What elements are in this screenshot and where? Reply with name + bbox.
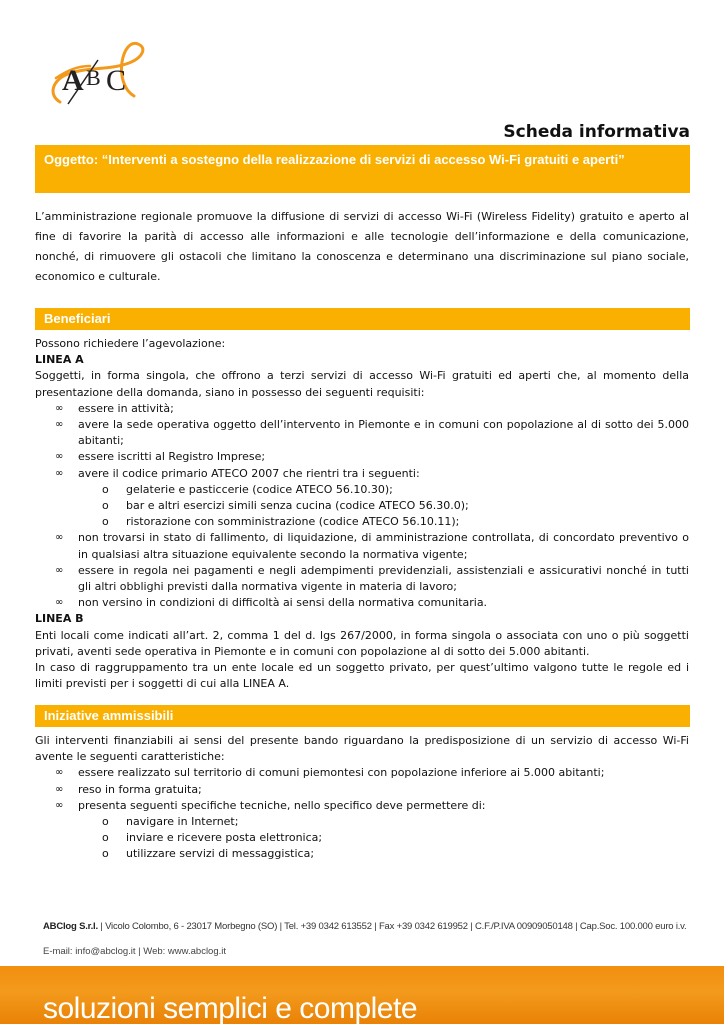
- list-item: [35, 498, 689, 514]
- linea-b-text: Enti locali come indicati all’art. 2, comma 1 del d. lgs 267/2000, in forma singola o associata con uno o più soggetti privati, aventi sede operativa in Piemonte e in comuni con popolazione al di sotto dei 5.000 abitanti.: [35, 628, 689, 658]
- iniziative-lead: Gli interventi finanziabili ai sensi del presente bando riguardano la predisposizione di un servizio di accesso Wi-Fi avente le seguenti caratteristiche:: [35, 734, 689, 764]
- circle-bullet-icon: o: [102, 515, 109, 529]
- subject-banner: Oggetto: “Interventi a sostegno della realizzazione di servizi di accesso Wi-Fi gratuiti e aperti”: [35, 145, 690, 193]
- bullet-icon: ∞: [55, 799, 64, 811]
- list-item: [35, 765, 689, 781]
- circle-bullet-icon: o: [102, 831, 109, 845]
- bullet-icon: ∞: [55, 402, 64, 414]
- list-item: [35, 814, 689, 830]
- list-item: [35, 846, 689, 862]
- company-logo: [38, 40, 158, 110]
- list-item-text: ristorazione con somministrazione (codice ATECO 56.10.11);: [126, 515, 460, 529]
- requisiti-list-continued: [35, 530, 689, 611]
- list-item: [35, 514, 689, 530]
- list-item: [35, 595, 689, 611]
- abc-logo-graphic: [38, 40, 158, 110]
- list-item: [35, 830, 689, 846]
- linea-b-note: In caso di raggruppamento tra un ente locale ed un soggetto privato, per quest’ultimo valgono tutte le regole ed i limiti previsti per i soggetti di cui alla LINEA A.: [35, 661, 689, 691]
- page-title: Scheda informativa: [503, 122, 690, 142]
- list-item-text: essere in regola nei pagamenti e negli adempimenti previdenziali, assistenziali e assicurativi nonché in tutti gli altri obblighi previsti dalla normativa vigente in materia di lavoro;: [78, 563, 689, 594]
- iniziative-sub-list: [35, 814, 689, 863]
- linea-b-label: LINEA B: [35, 612, 84, 626]
- list-item-text: essere in attività;: [78, 401, 174, 415]
- bullet-icon: ∞: [55, 783, 64, 795]
- bullet-icon: ∞: [55, 564, 64, 576]
- list-item-text: non trovarsi in stato di fallimento, di liquidazione, di amministrazione controllata, di concordato preventivo o in qualsiasi altra situazione equivalente secondo la normativa vigente;: [78, 531, 689, 561]
- list-item-text: utilizzare servizi di messaggistica;: [126, 847, 315, 861]
- list-item-text: essere iscritti al Registro Imprese;: [78, 450, 266, 464]
- bullet-icon: ∞: [55, 597, 64, 609]
- iniziative-section: [35, 733, 689, 863]
- bullet-icon: ∞: [55, 419, 64, 431]
- list-item: [35, 449, 689, 465]
- list-item-text: gelaterie e pasticcerie (codice ATECO 56.10.30);: [126, 482, 393, 496]
- list-item: [35, 466, 689, 482]
- bullet-icon: ∞: [55, 467, 64, 479]
- bullet-icon: ∞: [55, 532, 64, 544]
- intro-paragraph: L’amministrazione regionale promuove la diffusione di servizi di accesso Wi-Fi (Wireless Fidelity) gratuito e aperto al fine di favorire la parità di accesso alle informazioni e alle tecnologie dell’informazione e della comunicazione, nonché, di rimuovere gli ostacoli che limitano la conoscenza e determinano una discriminazione sul piano sociale, economico e culturale.: [35, 210, 689, 283]
- section-heading-iniziative: Iniziative ammissibili: [35, 705, 690, 727]
- footer-slogan: soluzioni semplici e complete: [43, 992, 418, 1025]
- circle-bullet-icon: o: [102, 815, 109, 829]
- footer-contact: E-mail: info@abclog.it | Web: www.abclog.it: [43, 946, 227, 957]
- list-item-text: bar e altri esercizi simili senza cucina (codice ATECO 56.30.0);: [126, 499, 469, 513]
- bullet-icon: ∞: [55, 767, 64, 779]
- circle-bullet-icon: o: [102, 499, 109, 513]
- footer-company-details: | Vicolo Colombo, 6 - 23017 Morbegno (SO) | Tel. +39 0342 613552 | Fax +39 0342 619952 | C.F./P.IVA 00909050148 | Cap.Soc. 100.000 euro i.v.: [97, 921, 687, 932]
- footer-company-name: ABClog S.r.l.: [43, 921, 98, 932]
- list-item: [35, 482, 689, 498]
- logo-letter-c: C: [106, 64, 127, 97]
- circle-bullet-icon: o: [102, 482, 109, 496]
- list-item-text: non versino in condizioni di difficoltà ai sensi della normativa comunitaria.: [78, 596, 488, 610]
- beneficiari-section: [35, 336, 689, 692]
- list-item-text: avere il codice primario ATECO 2007 che rientri tra i seguenti:: [78, 466, 420, 480]
- list-item: [35, 798, 689, 814]
- iniziative-list: [35, 765, 689, 814]
- section-heading-beneficiari: Beneficiari: [35, 308, 690, 330]
- logo-letter-b: B: [86, 65, 101, 90]
- list-item: [35, 563, 689, 595]
- linea-a-label: LINEA A: [35, 353, 84, 367]
- requisiti-list: [35, 401, 689, 482]
- list-item: [35, 530, 689, 562]
- linea-a-text: Soggetti, in forma singola, che offrono a terzi servizi di accesso Wi-Fi gratuiti ed aperti che, al momento della presentazione della domanda, siano in possesso dei seguenti requisiti:: [35, 369, 689, 399]
- list-item-text: inviare e ricevere posta elettronica;: [126, 831, 323, 845]
- list-item-text: avere la sede operativa oggetto dell’intervento in Piemonte e in comuni con popolazione al di sotto dei 5.000 abitanti;: [78, 418, 689, 448]
- beneficiari-lead: Possono richiedere l’agevolazione:: [35, 337, 226, 350]
- footer-company-info: [43, 921, 686, 932]
- list-item-text: reso in forma gratuita;: [78, 782, 202, 796]
- list-item: [35, 782, 689, 798]
- logo-letter-a: A: [62, 64, 84, 97]
- list-item-text: navigare in Internet;: [126, 815, 239, 829]
- list-item-text: presenta seguenti specifiche tecniche, nello specifico deve permettere di:: [78, 798, 486, 812]
- bullet-icon: ∞: [55, 451, 64, 463]
- circle-bullet-icon: o: [102, 847, 109, 861]
- list-item-text: essere realizzato sul territorio di comuni piemontesi con popolazione inferiore ai 5.000 abitanti;: [78, 766, 605, 780]
- ateco-list: [35, 482, 689, 531]
- list-item: [35, 401, 689, 417]
- list-item: [35, 417, 689, 449]
